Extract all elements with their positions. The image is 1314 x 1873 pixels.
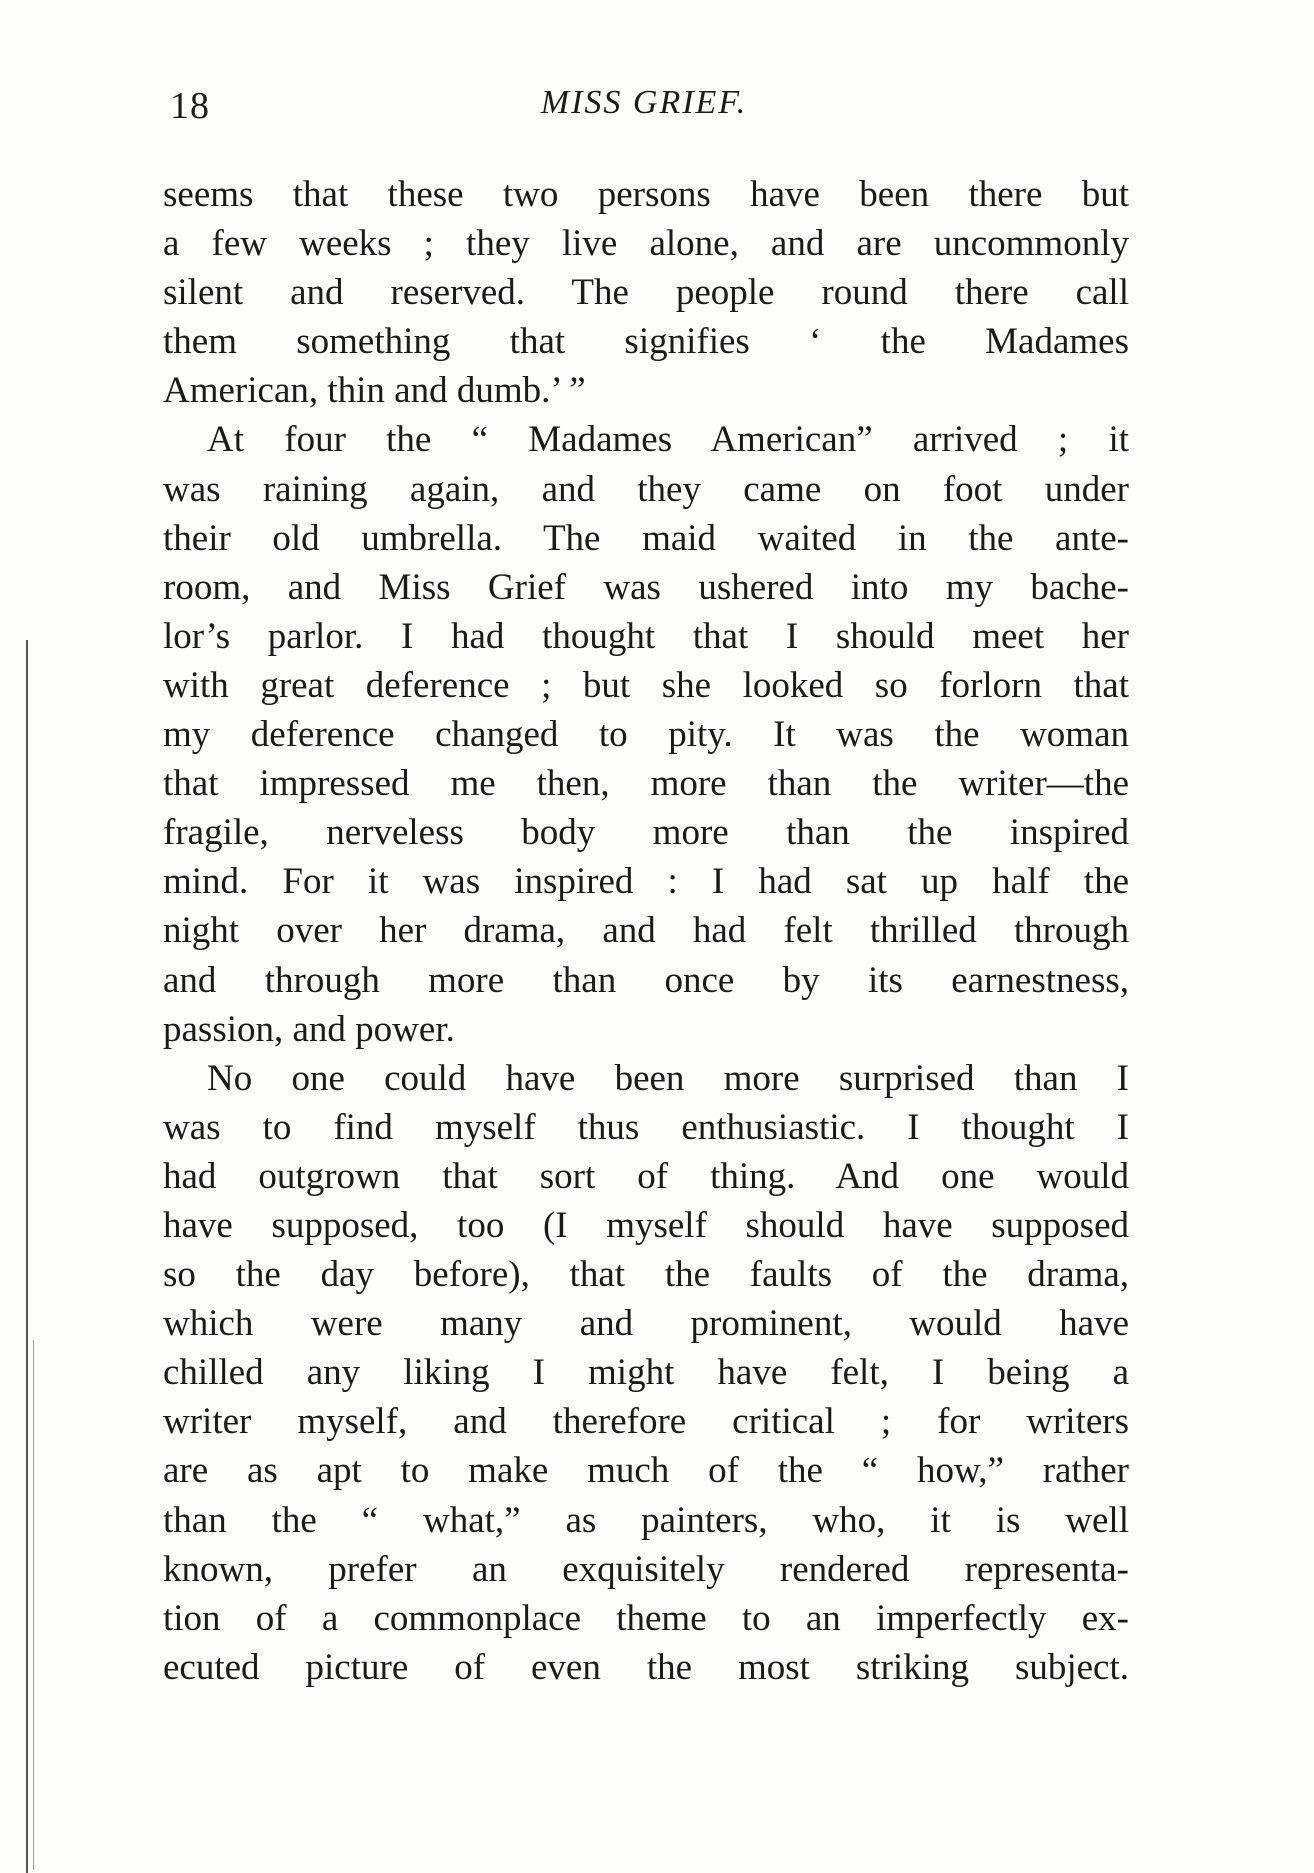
text-line: which were many and prominent, would have (163, 1303, 1129, 1345)
text-line: a few weeks ; they live alone, and are uncommonly (163, 223, 1129, 265)
gutter-shadow-line (26, 640, 28, 1873)
text-line: writer myself, and therefore critical ; for writers (163, 1401, 1129, 1443)
text-line: silent and reserved. The people round there call (163, 272, 1129, 314)
running-head (160, 84, 1128, 134)
text-line: No one could have been more surprised than I (207, 1057, 1129, 1099)
text-line: ecuted picture of even the most striking subject. (163, 1646, 1129, 1688)
text-line: than the “ what,” as painters, who, it is well (163, 1499, 1129, 1541)
text-line: had outgrown that sort of thing. And one would (163, 1155, 1129, 1197)
running-head-title: MISS GRIEF. (540, 84, 748, 121)
text-line: night over her drama, and had felt thrilled through (163, 910, 1129, 952)
gutter-shadow-line-thin (33, 1340, 34, 1870)
text-line: with great deference ; but she looked so forlorn that (163, 664, 1129, 706)
page-number: 18 (170, 85, 210, 127)
text-line: mind. For it was inspired : I had sat up half the (163, 861, 1129, 903)
text-line: was to find myself thus enthusiastic. I thought I (163, 1106, 1129, 1148)
text-line: tion of a commonplace theme to an imperfectly ex- (163, 1597, 1129, 1639)
text-line: known, prefer an exquisitely rendered representa- (163, 1548, 1129, 1590)
text-line: and through more than once by its earnestness, (163, 959, 1129, 1001)
text-line: American, thin and dumb.’ ” (163, 370, 586, 412)
text-line: seems that these two persons have been there but (163, 174, 1129, 215)
text-line: chilled any liking I might have felt, I being a (163, 1352, 1129, 1394)
text-line: fragile, nerveless body more than the inspired (163, 812, 1129, 854)
text-line: lor’s parlor. I had thought that I should meet her (163, 615, 1129, 657)
text-line: them something that signifies ‘ the Madames (163, 321, 1129, 363)
text-line: so the day before), that the faults of the drama, (163, 1254, 1129, 1296)
text-line: was raining again, and they came on foot under (163, 468, 1129, 510)
text-line: have supposed, too (I myself should have supposed (163, 1204, 1129, 1246)
text-line: my deference changed to pity. It was the woman (163, 714, 1129, 756)
text-line: room, and Miss Grief was ushered into my bache- (163, 566, 1129, 608)
body-text (163, 170, 1129, 1692)
text-line: are as apt to make much of the “ how,” rather (163, 1450, 1129, 1492)
text-line: that impressed me then, more than the writer—the (163, 763, 1129, 805)
text-line: At four the “ Madames American” arrived ; it (207, 419, 1129, 461)
text-line: their old umbrella. The maid waited in the ante- (163, 517, 1129, 559)
text-line: passion, and power. (163, 1008, 455, 1050)
